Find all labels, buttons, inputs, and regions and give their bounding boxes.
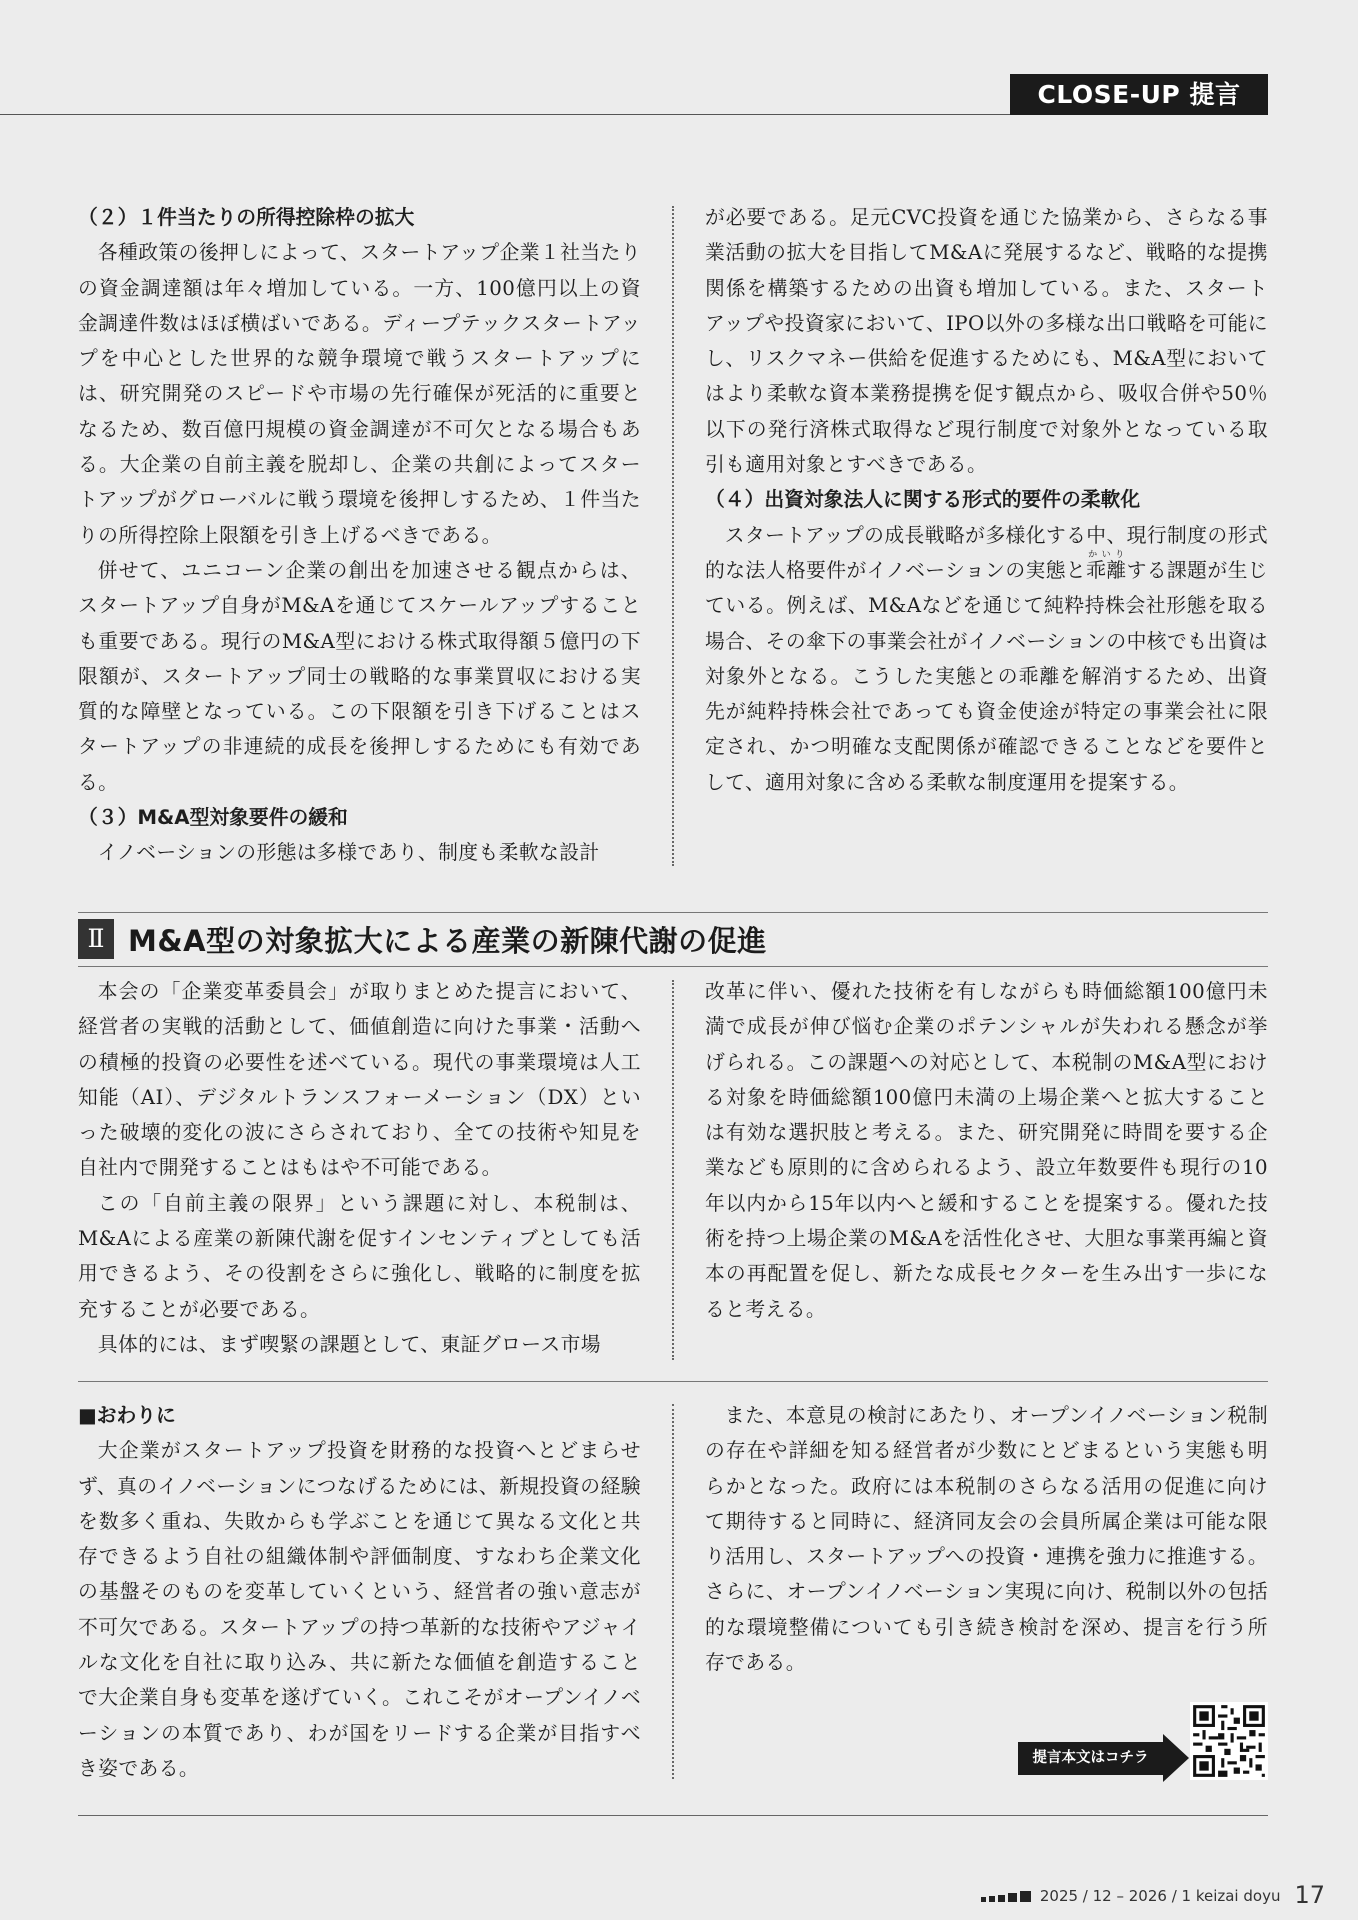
paragraph: イノベーションの形態は多様であり、制度も柔軟な設計 <box>97 841 600 865</box>
section-right-column <box>705 974 1268 1327</box>
paragraph: 大企業がスタートアップ投資を財務的な投資へとどまらせず、真のイノベーションにつなげるためには、新規投資の経験を数多く重ね、失敗からも学ぶことを通じて異なる文化と共存できるよう自社の組織体制や評価制度、すなわち企業文化の基盤そのものを変革していくという、経営者の強い意志が不可欠である。スタートアップの持つ革新的な技術やアジャイルな文化を自社に取り込み、共に新たな価値を創造することで大企業自身も変革を遂げていく。これこそがオープンイノベーションの本質であり、わが国をリードする企業が目指すべき姿である。 <box>78 1439 641 1780</box>
section-title: M&A型の対象拡大による産業の新陳代謝の促進 <box>128 923 767 958</box>
subheading-2: （２）１件当たりの所得控除枠の拡大 <box>78 206 415 229</box>
paragraph: 本会の「企業変革委員会」が取りまとめた提言において、経営者の実戦的活動として、価値創造に向けた事業・活動への積極的投資の必要性を述べている。現代の事業環境は人工知能（AI）、デジタルトランスフォーメーション（DX）といった破壊的変化の波にさらされており、全ての技術や知見を自社内で開発することはもはや不可能である。 <box>78 980 641 1180</box>
paragraph: が必要である。足元CVC投資を通じた協業から、さらなる事業活動の拡大を目指してM&Aに発展するなど、戦略的な提携関係を構築するための出資も増加している。また、スタートアップや投資家において、IPO以外の多様な出口戦略を可能にし、リスクマネー供給を促進するためにも、M&A型においてはより柔軟な資本業務提携を促す観点から、吸収合併や50％以下の発行済株式取得など現行制度で対象外となっている取引も適用対象とすべきである。 <box>705 206 1268 477</box>
ruby-annotation: 乖離かいり <box>1086 549 1127 582</box>
closing-heading: ■おわりに <box>78 1404 176 1427</box>
arrow-right-icon <box>1163 1734 1189 1782</box>
section-left-column <box>78 974 641 1362</box>
column-divider <box>672 1404 674 1779</box>
page-number: 17 <box>1294 1881 1325 1909</box>
footer-squares-icon <box>981 1891 1031 1902</box>
proposal-link-label[interactable]: 提言本文はコチラ <box>1018 1742 1163 1775</box>
footer <box>981 1882 1325 1908</box>
paragraph: スタートアップの成長戦略が多様化する中、現行制度の形式的な法人格要件がイノベーションの実態と乖離かいりする課題が生じている。例えば、M&Aなどを通じて純粋持株会社形態を取る場合、その傘下の事業会社がイノベーションの中核でも出資は対象外となる。こうした実態との乖離を解消するため、出資先が純粋持株会社であっても資金使途が特定の事業会社に限定され、かつ明確な支配関係が確認できることなどを要件として、適用対象に含める柔軟な制度運用を提案する。 <box>705 523 1268 794</box>
paragraph: 各種政策の後押しによって、スタートアップ企業１社当たりの資金調達額は年々増加している。一方、100億円以上の資金調達件数はほぼ横ばいである。ディープテックスタートアップを中心とした世界的な競争環境で戦うスタートアップには、研究開発のスピードや市場の先行確保が死活的に重要となるため、数百億円規模の資金調達が不可欠となる場合もある。大企業の自前主義を脱却し、企業の共創によってスタートアップがグローバルに戦う環境を後押しするため、１件当たりの所得控除上限額を引き上げるべきである。 <box>78 241 641 547</box>
section-heading <box>78 917 1268 961</box>
closing-rule <box>78 1381 1268 1382</box>
paragraph: 改革に伴い、優れた技術を有しながらも時価総額100億円未満で成長が伸び悩む企業のポテンシャルが失われる懸念が挙げられる。この課題への対応として、本税制のM&A型における対象を時価総額100億円未満の上場企業へと拡大することは有効な選択肢と考える。また、研究開発に時間を要する企業なども原則的に含められるよう、設立年数要件も現行の10年以内から15年以内へと緩和することを提案する。優れた技術を持つ上場企業のM&Aを活性化させ、大胆な事業再編と資本の再配置を促し、新たな成長セクターを生み出す一歩になると考える。 <box>705 980 1268 1321</box>
section-rule-top <box>78 912 1268 913</box>
subheading-3: （３）M&A型対象要件の緩和 <box>78 806 348 830</box>
issue-date: 2025 / 12 – 2026 / 1 keizai doyu <box>1039 1887 1281 1905</box>
qr-code-icon[interactable] <box>1190 1702 1268 1780</box>
closing-left-column <box>78 1398 641 1786</box>
section-tag: CLOSE-UP 提言 <box>1010 74 1268 115</box>
paragraph: 具体的には、まず喫緊の課題として、東証グロース市場 <box>97 1332 601 1356</box>
proposal-link[interactable] <box>1018 1702 1268 1782</box>
closing-right-column <box>705 1398 1268 1680</box>
footer-rule <box>78 1815 1268 1816</box>
top-right-column <box>705 200 1268 800</box>
column-divider <box>672 206 674 866</box>
section-number: Ⅱ <box>78 919 114 959</box>
section-rule-bottom <box>78 966 1268 967</box>
paragraph: 併せて、ユニコーン企業の創出を加速させる観点からは、スタートアップ自身がM&Aを通じてスケールアップすることも重要である。現行のM&A型における株式取得額５億円の下限額が、スタートアップ同士の戦略的な事業買収における実質的な障壁となっている。この下限額を引き下げることはスタートアップの非連続的成長を後押しするためにも有効である。 <box>78 558 641 794</box>
subheading-4: （４）出資対象法人に関する形式的要件の柔軟化 <box>705 488 1141 512</box>
top-left-column <box>78 200 641 871</box>
column-divider <box>672 980 674 1360</box>
paragraph: この「自前主義の限界」という課題に対し、本税制は、M&Aによる産業の新陳代謝を促すインセンティブとしても活用できるよう、その役割をさらに強化し、戦略的に制度を拡充することが必要である。 <box>78 1191 641 1321</box>
paragraph: また、本意見の検討にあたり、オープンイノベーション税制の存在や詳細を知る経営者が少数にとどまるという実態も明らかとなった。政府には本税制のさらなる活用の促進に向けて期待すると同時に、経済同友会の会員所属企業は可能な限り活用し、スタートアップへの投資・連携を強力に推進する。さらに、オープンイノベーション実現に向け、税制以外の包括的な環境整備についても引き続き検討を深め、提言を行う所存である。 <box>705 1404 1268 1675</box>
